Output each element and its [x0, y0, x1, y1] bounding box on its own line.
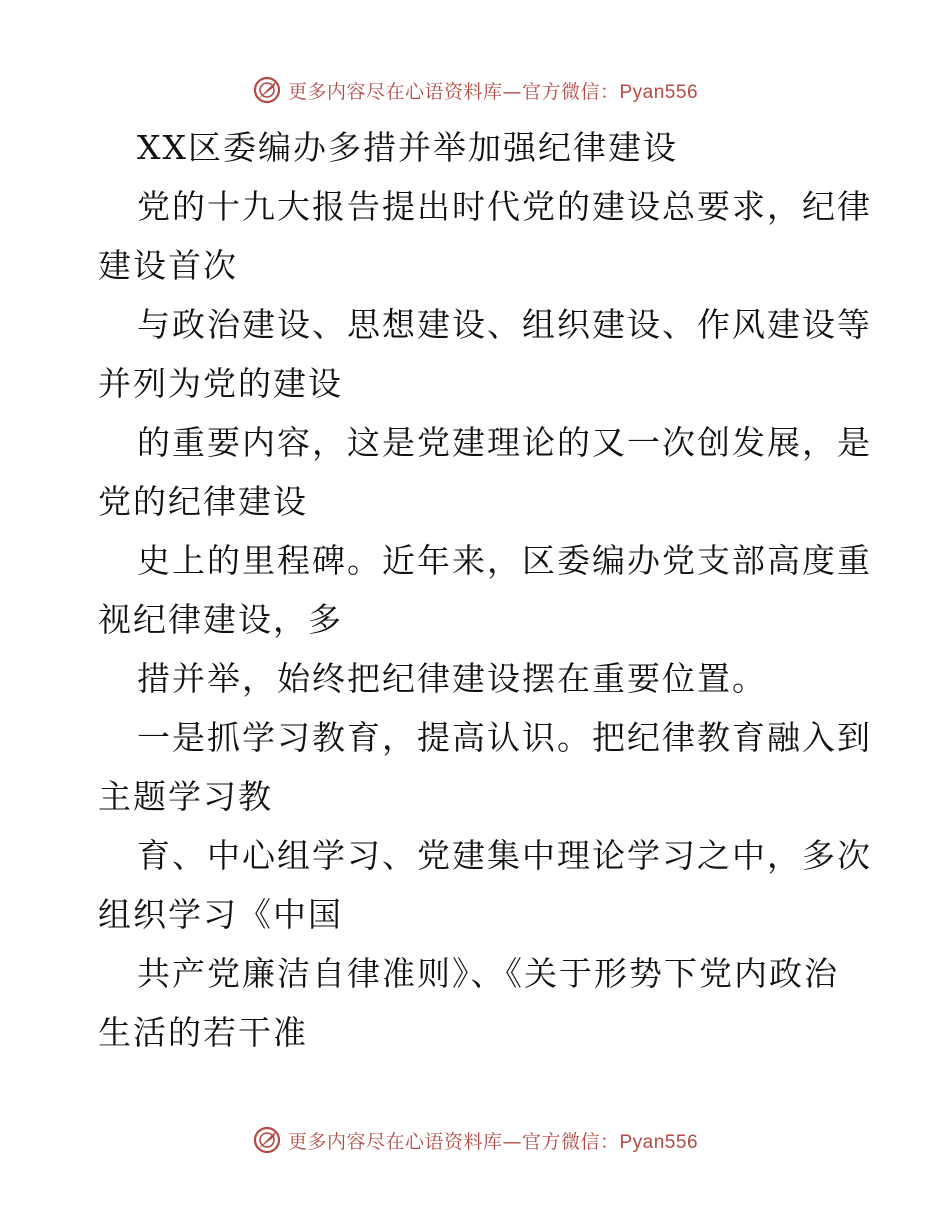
text-line: 共产党廉洁自律准则》、《关于形势下党内政治	[137, 954, 839, 993]
text-line: 主题学习教	[98, 777, 273, 816]
text-line: 育、中心组学习、党建集中理论学习之中，多次	[137, 836, 872, 875]
text-line: 与政治建设、思想建设、组织建设、作风建设等	[137, 305, 872, 344]
text-line: 党的十九大报告提出时代党的建设总要求，纪律	[137, 187, 872, 226]
text-line: 组织学习《中国	[98, 895, 343, 934]
text-line: 视纪律建设，多	[98, 600, 343, 639]
text-line: 生活的若干准	[98, 1013, 308, 1052]
banner-dash: —	[502, 80, 522, 103]
text-line: 一是抓学习教育，提高认识。把纪律教育融入到	[137, 718, 872, 757]
banner-wechat-label: 官方微信：	[521, 80, 620, 103]
document-title: XX区委编办多措并举加强纪律建设	[137, 128, 678, 167]
text-line: 建设首次	[98, 246, 238, 285]
header-banner	[0, 70, 950, 110]
quill-seal-icon	[252, 75, 282, 105]
text-line: 措并举，始终把纪律建设摆在重要位置。	[137, 659, 767, 698]
footer-wechat-id: Pyan556	[619, 1131, 699, 1153]
footer-wechat-label: 官方微信：	[521, 1130, 620, 1153]
quill-seal-icon	[252, 1125, 282, 1155]
footer-dash: —	[502, 1130, 522, 1153]
text-line: 并列为党的建设	[98, 364, 343, 403]
text-line: 史上的里程碑。近年来，区委编办党支部高度重	[137, 541, 872, 580]
text-line: 的重要内容，这是党建理论的又一次创发展，是	[137, 423, 872, 462]
footer-site-text: 更多内容尽在心语资料库	[287, 1130, 503, 1153]
footer-banner	[0, 1120, 950, 1160]
banner-wechat-id: Pyan556	[619, 81, 699, 103]
document-body	[98, 118, 872, 1062]
banner-site-text: 更多内容尽在心语资料库	[287, 80, 503, 103]
text-line: 党的纪律建设	[98, 482, 308, 521]
